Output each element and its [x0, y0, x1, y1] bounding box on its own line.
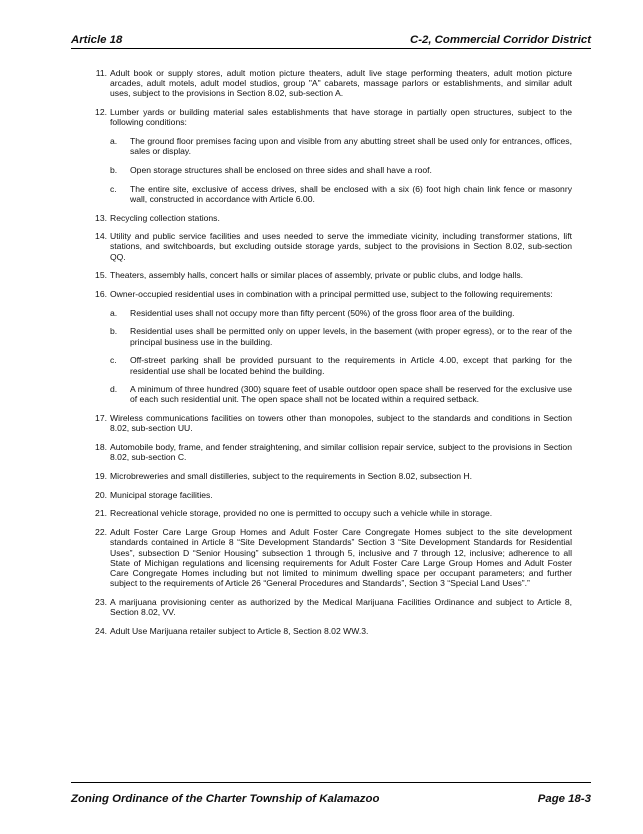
sub-item-letter: d.: [110, 384, 118, 395]
sub-item-text: Off-street parking shall be provided pursuant to the requirements in Article 4.00, except that parking for the residential use shall be located behind the building.: [130, 355, 572, 376]
item-number: 23.: [95, 596, 107, 607]
footer-title: Zoning Ordinance of the Charter Township of Kalamazoo: [71, 793, 380, 805]
sub-item: [110, 136, 572, 156]
ordinance-list: [92, 68, 572, 644]
sub-item-letter: a.: [110, 136, 118, 147]
item-number: 19.: [95, 470, 107, 481]
page-footer: [71, 782, 591, 805]
sub-item-letter: c.: [110, 183, 117, 194]
list-item: [92, 270, 572, 280]
sub-item-text: A minimum of three hundred (300) square feet of usable outdoor open space shall be reserved for the exclusive use of each such residential unit. The open space shall not be located within a required setback.: [130, 384, 572, 405]
list-item: [92, 413, 572, 433]
sub-item-text: Open storage structures shall be enclosed on three sides and shall have a roof.: [130, 164, 432, 175]
item-text: Automobile body, frame, and fender straightening, and similar collision repair service, subject to the provisions in Section 8.02, sub-section C.: [110, 442, 572, 463]
sub-item-letter: a.: [110, 307, 118, 318]
sub-item-letter: b.: [110, 164, 118, 175]
list-item: [92, 442, 572, 462]
list-item: [92, 68, 572, 99]
list-item: [92, 490, 572, 500]
header-article: Article 18: [71, 34, 123, 46]
item-number: 24.: [95, 625, 107, 636]
list-item: [92, 289, 572, 405]
list-item: [92, 527, 572, 588]
item-text: Lumber yards or building material sales establishments that have storage in partially open structures, subject to the following conditions:: [110, 107, 572, 128]
sub-item: [110, 326, 572, 346]
sub-item-letter: c.: [110, 355, 117, 366]
sub-item-text: The entire site, exclusive of access drives, shall be enclosed with a six (6) foot high chain link fence or masonry wall, constructed in accordance with Article 6.00.: [130, 183, 572, 204]
list-item: [92, 107, 572, 204]
sub-item: [110, 308, 572, 318]
list-item: [92, 471, 572, 481]
item-text: Adult book or supply stores, adult motion picture theaters, adult live stage performing theaters, adult motion picture arcades, adult motels, adult model studios, group "A" cabarets, massage parlors or establishments, and similar adult uses, subject to the provisions in Section 8.02, sub-section A.: [110, 68, 572, 99]
sub-item-letter: b.: [110, 326, 118, 337]
item-text: Adult Use Marijuana retailer subject to Article 8, Section 8.02 WW.3.: [110, 625, 369, 636]
item-text: Wireless communications facilities on towers other than monopoles, subject to the standards and conditions in Section 8.02, sub-section UU.: [110, 413, 572, 434]
list-item: [92, 597, 572, 617]
list-item: [92, 213, 572, 223]
item-number: 13.: [95, 212, 107, 223]
list-item: [92, 626, 572, 636]
item-text: A marijuana provisioning center as authorized by the Medical Marijuana Facilities Ordinance and subject to Article 8, Section 8.02, VV.: [110, 596, 572, 618]
item-text: Municipal storage facilities.: [110, 489, 213, 500]
list-item: [92, 231, 572, 262]
item-text: Recreational vehicle storage, provided no one is permitted to occupy such a vehicle while in storage.: [110, 508, 493, 519]
item-number: 11.: [95, 68, 107, 78]
item-text: Theaters, assembly halls, concert halls or similar places of assembly, private or public clubs, and lodge halls.: [110, 270, 524, 281]
item-text: Utility and public service facilities and uses needed to serve the immediate vicinity, including transformer stations, lift stations, and switchboards, but excluding outside storage yards, subject to the provisions in Section 8.02, sub-section QQ.: [110, 231, 572, 262]
item-text: Owner-occupied residential uses in combination with a principal permitted use, subject to the following requirements:: [110, 289, 553, 300]
sub-item-text: Residential uses shall not occupy more than fifty percent (50%) of the gross floor area of the building.: [130, 307, 515, 318]
item-number: 20.: [95, 489, 107, 500]
item-text: Recycling collection stations.: [110, 212, 220, 223]
item-text: Microbreweries and small distilleries, subject to the requirements in Section 8.02, subsection H.: [110, 470, 473, 481]
item-number: 16.: [95, 289, 107, 300]
item-number: 14.: [95, 231, 107, 242]
page-header: [71, 28, 591, 49]
sub-item-text: Residential uses shall be permitted only on upper levels, in the basement (with proper egress), or to the rear of the principal business use in the building.: [130, 326, 572, 347]
item-number: 21.: [95, 508, 107, 519]
item-number: 15.: [95, 270, 107, 281]
item-number: 18.: [95, 442, 107, 453]
item-number: 17.: [95, 413, 107, 424]
sub-item-text: The ground floor premises facing upon and visible from any abutting street shall be used only for entrances, offices, sales or display.: [130, 136, 572, 157]
item-number: 12.: [95, 107, 107, 118]
header-district: C-2, Commercial Corridor District: [409, 34, 591, 46]
sub-item: [110, 384, 572, 404]
item-number: 22.: [95, 527, 107, 538]
sub-item: [110, 355, 572, 375]
page-number: Page 18-3: [537, 793, 591, 805]
sub-item: [110, 184, 572, 204]
sub-item: [110, 165, 572, 175]
list-item: [92, 508, 572, 518]
item-text: Adult Foster Care Large Group Homes and Adult Foster Care Congregate Homes subject to the site development standards contained in Article 8 “Site Development Standards” Section 3 “Site Development Standards for Residential Uses”, subsection D “Senior Housing” subsection 1 through 5, inclusive and 7 through 12, inclusive; adherence to all State of Michigan regulations and licensing requirements for Adult Foster Care Large Group Homes and Adult Foster Care Congregate Homes including but not limited to minimum dwelling space per occupant parameters; and further subject to the requirements of Article 26 “General Procedures and Standards”, Section 3 “Special Land Uses”.”: [110, 527, 572, 589]
